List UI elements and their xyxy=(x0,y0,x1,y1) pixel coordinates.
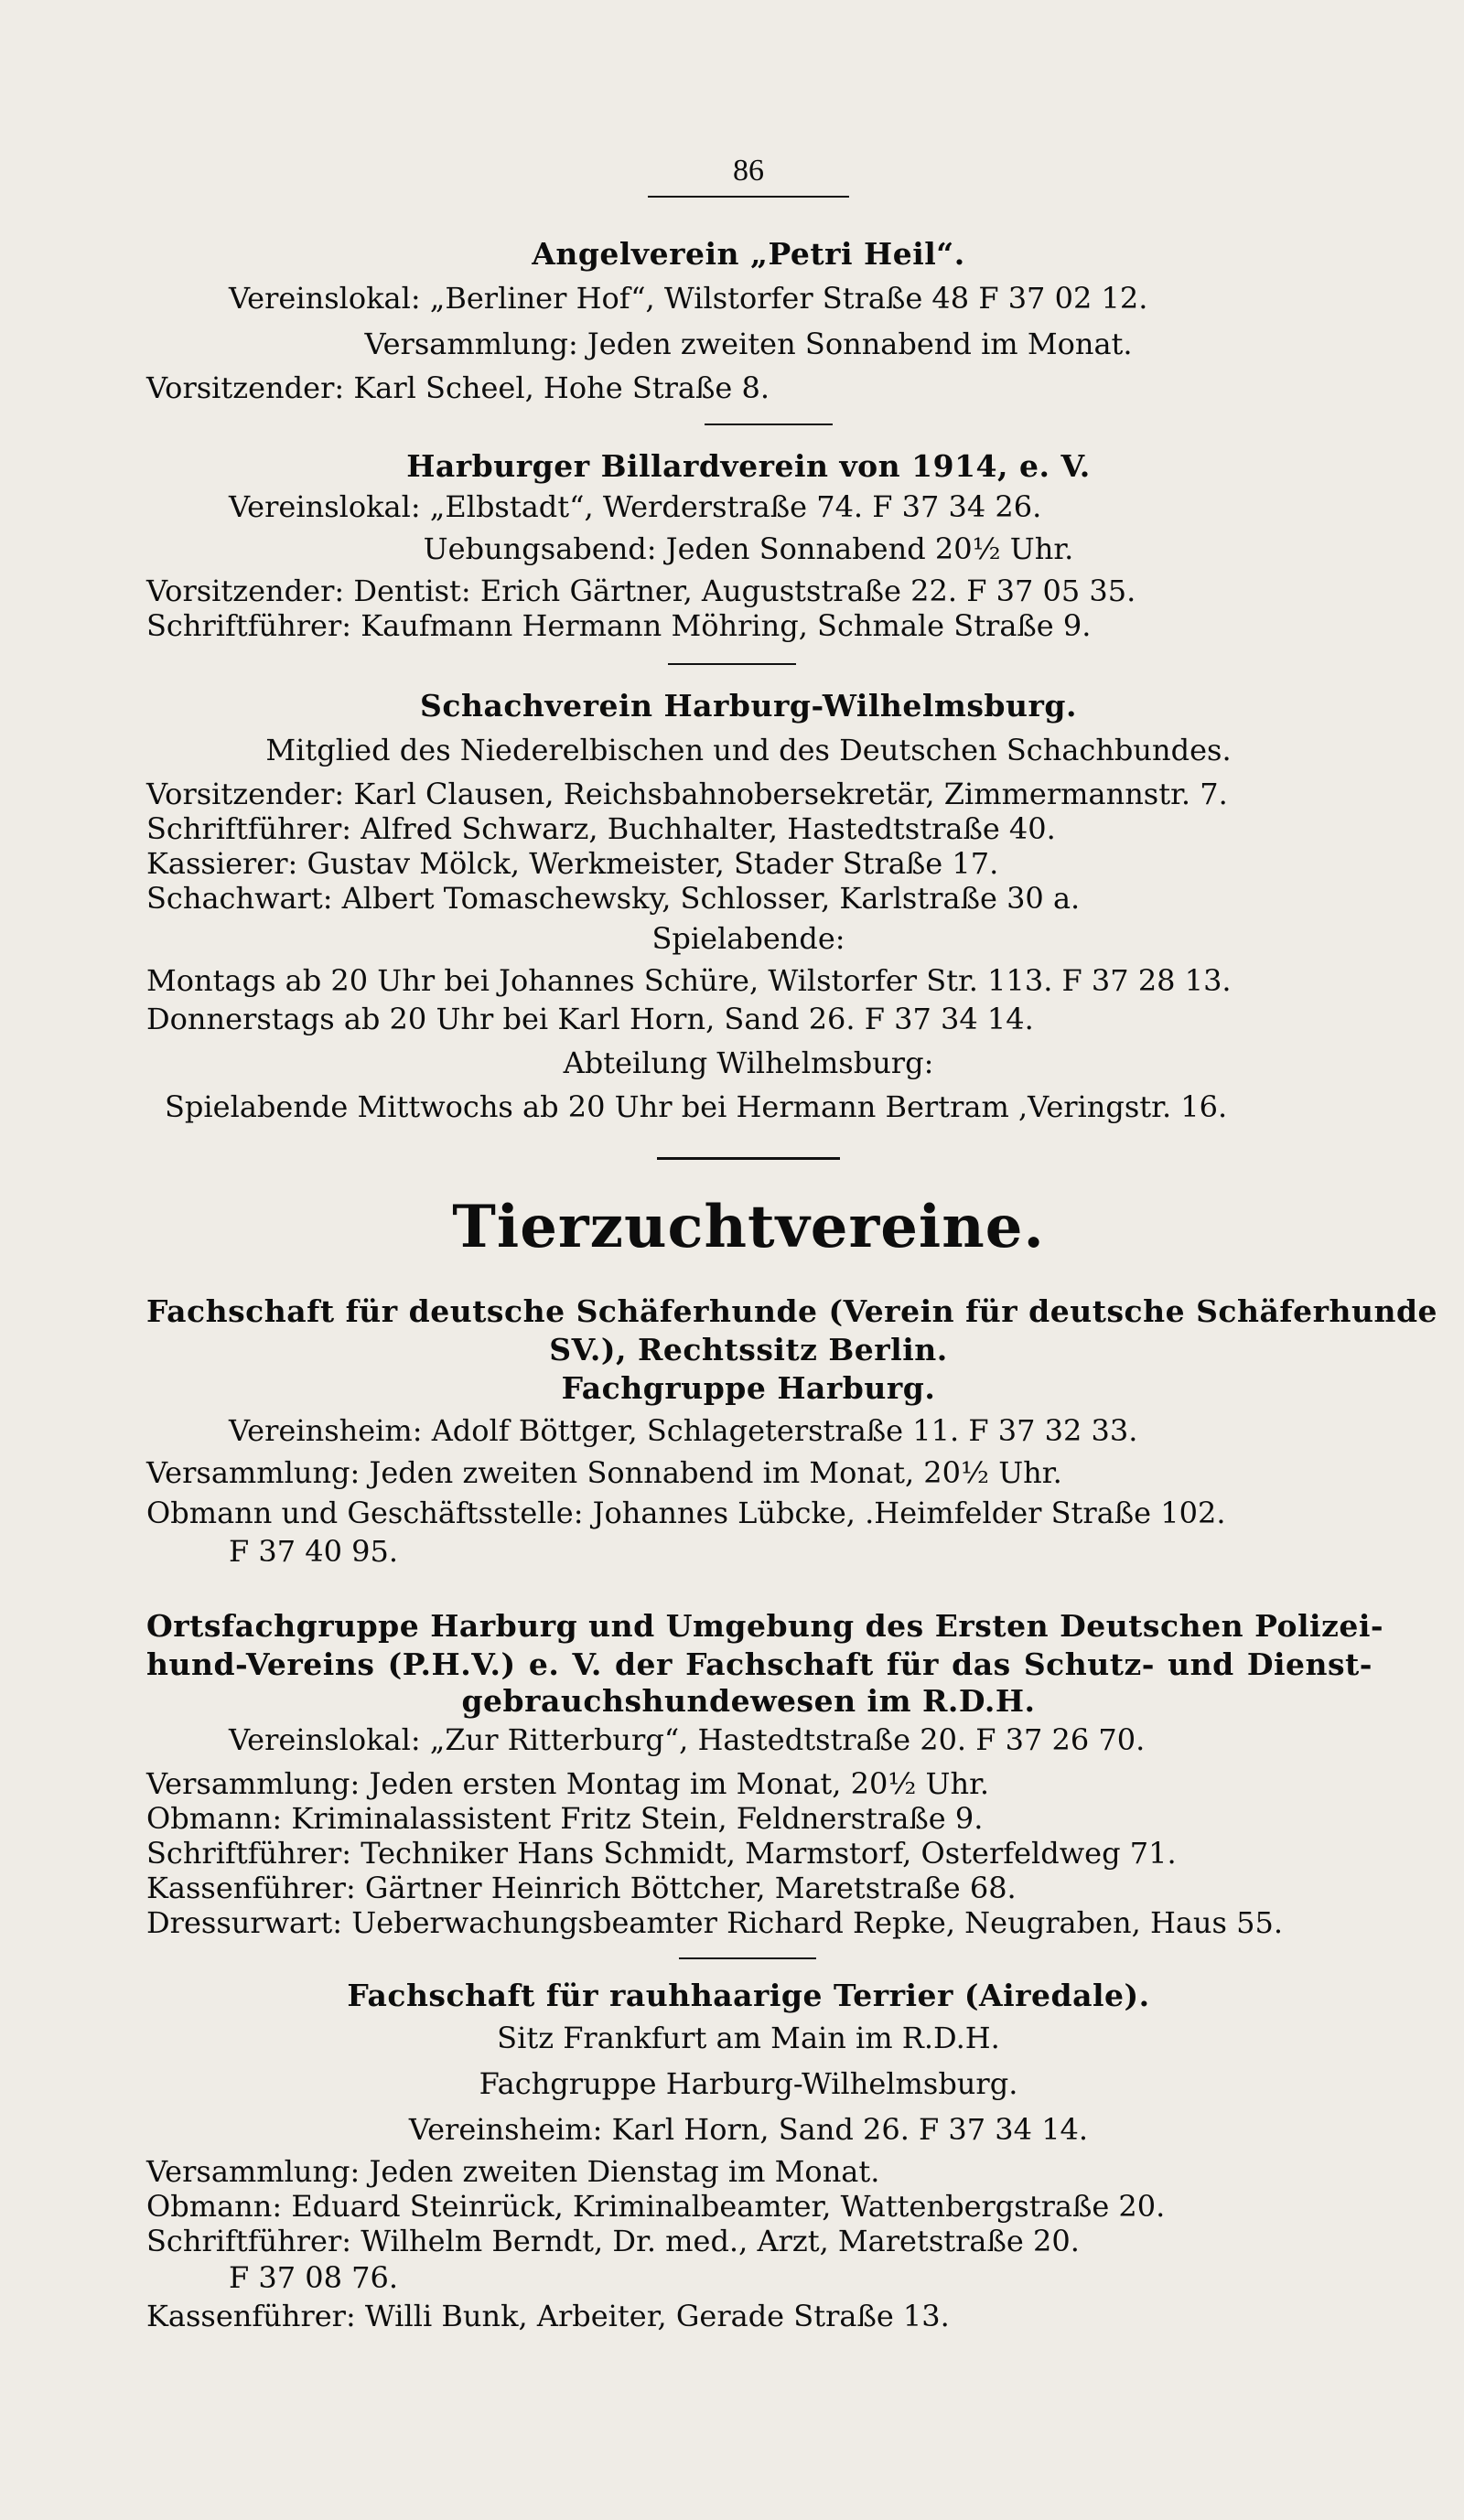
page-number: 86 xyxy=(733,154,764,188)
text-line: Obmann und Geschäftsstelle: Johannes Lübcke, .Heimfelder Straße 102. xyxy=(146,1496,1226,1530)
section-title-polizeihund-cont: hund-Vereins (P.H.V.) e. V. der Fachschaft für das Schutz- und Dienst- xyxy=(146,1646,1372,1682)
section-subtitle: Sitz Frankfurt am Main im R.D.H. xyxy=(497,2021,1000,2055)
text-line: Uebungsabend: Jeden Sonnabend 20½ Uhr. xyxy=(423,531,1074,566)
text-line: Schriftführer: Techniker Hans Schmidt, Marmstorf, Osterfeldweg 71. xyxy=(146,1836,1177,1871)
text-line: Vereinsheim: Adolf Böttger, Schlageterstraße 11. F 37 32 33. xyxy=(229,1413,1138,1448)
text-line: Vereinslokal: „Zur Ritterburg“, Hastedtstraße 20. F 37 26 70. xyxy=(229,1722,1146,1757)
divider xyxy=(705,424,833,425)
section-title-polizeihund-end: gebrauchshundewesen im R.D.H. xyxy=(461,1683,1036,1719)
text-line: Vereinsheim: Karl Horn, Sand 26. F 37 34 14. xyxy=(408,2112,1089,2147)
text-line: Schachwart: Albert Tomaschewsky, Schlosser, Karlstraße 30 a. xyxy=(146,881,1081,916)
divider xyxy=(657,1157,840,1160)
text-line: Montags ab 20 Uhr bei Johannes Schüre, Wilstorfer Str. 113. F 37 28 13. xyxy=(146,963,1232,998)
section-title-schaeferhunde: Fachschaft für deutsche Schäferhunde (Verein für deutsche Schäferhunde xyxy=(146,1293,1438,1329)
text-line: Schriftführer: Wilhelm Berndt, Dr. med., Arzt, Maretstraße 20. xyxy=(146,2224,1080,2258)
text-line: Versammlung: Jeden ersten Montag im Monat, 20½ Uhr. xyxy=(146,1766,990,1801)
text-line: Mitglied des Niederelbischen und des Deutschen Schachbundes. xyxy=(265,733,1232,767)
section-subtitle: Fachgruppe Harburg. xyxy=(561,1370,936,1406)
text-line: Dressurwart: Ueberwachungsbeamter Richard Repke, Neugraben, Haus 55. xyxy=(146,1905,1284,1940)
section-subtitle: Fachgruppe Harburg-Wilhelmsburg. xyxy=(479,2066,1018,2101)
text-line: Vereinslokal: „Elbstadt“, Werderstraße 74. F 37 34 26. xyxy=(229,489,1042,524)
chapter-heading: Tierzuchtvereine. xyxy=(452,1193,1045,1261)
text-line: Obmann: Kriminalassistent Fritz Stein, Feldnerstraße 9. xyxy=(146,1801,984,1836)
text-line: Versammlung: Jeden zweiten Sonnabend im Monat, 20½ Uhr. xyxy=(146,1455,1062,1490)
text-line: F 37 08 76. xyxy=(229,2260,399,2295)
header-rule xyxy=(648,196,849,198)
text-line: Vorsitzender: Karl Clausen, Reichsbahnobersekretär, Zimmermannstr. 7. xyxy=(146,777,1228,811)
section-title-billardverein: Harburger Billardverein von 1914, e. V. xyxy=(406,448,1091,484)
section-title-angelverein: Angelverein „Petri Heil“. xyxy=(532,236,965,272)
text-line: Spielabende: xyxy=(651,921,845,956)
section-title-terrier: Fachschaft für rauhhaarige Terrier (Airedale). xyxy=(347,1978,1150,2013)
text-line: Abteilung Wilhelmsburg: xyxy=(563,1046,934,1080)
text-line: Vereinslokal: „Berliner Hof“, Wilstorfer Straße 48 F 37 02 12. xyxy=(229,281,1148,316)
text-line: Kassenführer: Gärtner Heinrich Böttcher, Maretstraße 68. xyxy=(146,1871,1017,1905)
text-line: Kassenführer: Willi Bunk, Arbeiter, Gerade Straße 13. xyxy=(146,2299,950,2333)
text-line: Schriftführer: Alfred Schwarz, Buchhalter, Hastedtstraße 40. xyxy=(146,811,1056,846)
text-line: Vorsitzender: Dentist: Erich Gärtner, Auguststraße 22. F 37 05 35. xyxy=(146,574,1136,608)
text-line: Spielabende Mittwochs ab 20 Uhr bei Hermann Bertram ,Veringstr. 16. xyxy=(165,1089,1228,1124)
section-title-schaeferhunde-cont: SV.), Rechtssitz Berlin. xyxy=(549,1332,948,1367)
text-line: Versammlung: Jeden zweiten Dienstag im Monat. xyxy=(146,2154,880,2189)
text-line: Obmann: Eduard Steinrück, Kriminalbeamter, Wattenbergstraße 20. xyxy=(146,2189,1166,2224)
section-title-polizeihund: Ortsfachgruppe Harburg und Umgebung des Ersten Deutschen Polizei- xyxy=(146,1608,1384,1644)
divider xyxy=(668,663,796,665)
text-line: F 37 40 95. xyxy=(229,1534,399,1569)
text-line: Versammlung: Jeden zweiten Sonnabend im Monat. xyxy=(364,327,1133,361)
text-line: Vorsitzender: Karl Scheel, Hohe Straße 8. xyxy=(146,370,770,405)
text-line: Schriftführer: Kaufmann Hermann Möhring, Schmale Straße 9. xyxy=(146,608,1092,643)
text-line: Donnerstags ab 20 Uhr bei Karl Horn, Sand 26. F 37 34 14. xyxy=(146,1002,1034,1036)
section-title-schachverein: Schachverein Harburg-Wilhelmsburg. xyxy=(420,688,1077,724)
divider xyxy=(679,1957,816,1959)
text-line: Kassierer: Gustav Mölck, Werkmeister, Stader Straße 17. xyxy=(146,846,999,881)
